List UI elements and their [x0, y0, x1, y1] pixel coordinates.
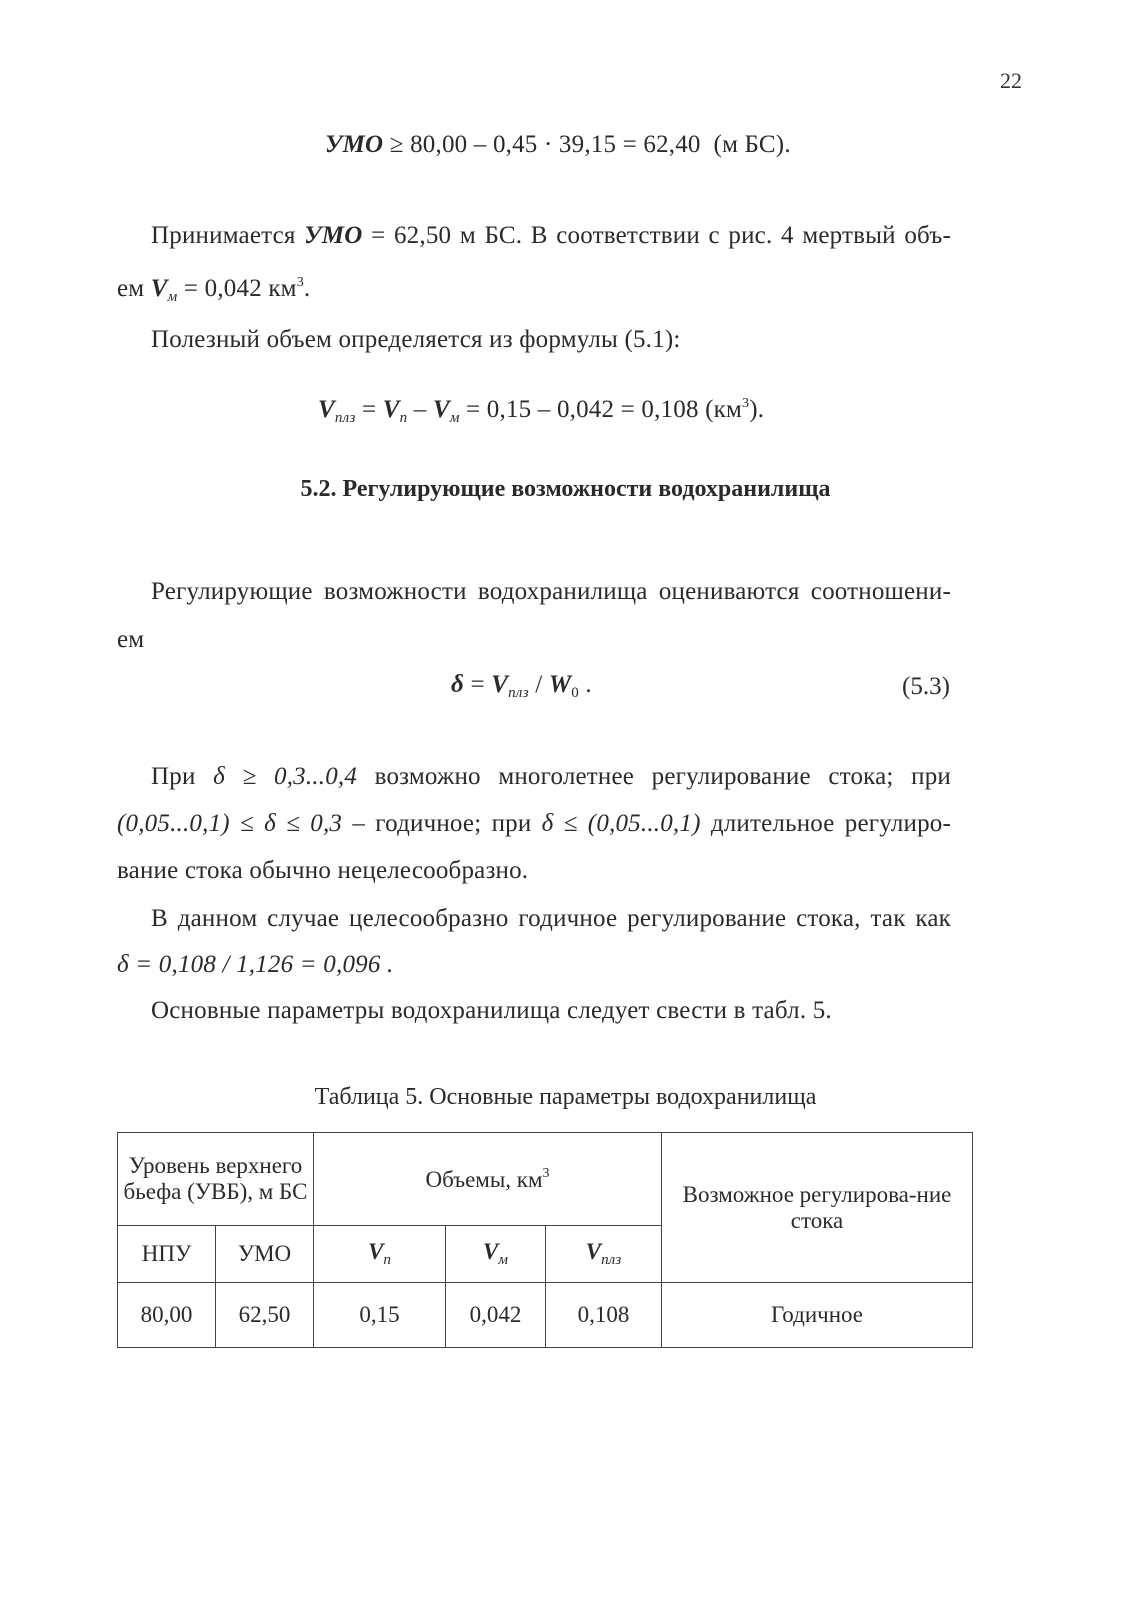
formula-umo-unit: (м БС).: [713, 131, 791, 158]
text: = 62,50 м БС. В соответствии с рис. 4 мертвый объ-: [371, 222, 951, 249]
condition: δ ≤ (0,05...0,1): [541, 810, 701, 837]
v-symbol: V: [318, 396, 335, 423]
text: =: [355, 396, 383, 423]
table-header-row: [118, 1133, 973, 1226]
v-subscript: м: [498, 1252, 508, 1268]
cell-vn: 0,15: [314, 1283, 446, 1348]
para1-line1: [151, 222, 951, 250]
w-subscript: 0: [571, 685, 579, 701]
text: .: [578, 671, 592, 698]
w-symbol: W: [548, 671, 572, 698]
cell-regulation: Годичное: [662, 1283, 973, 1348]
para3-line2: ем: [117, 626, 145, 653]
v-subscript: плз: [508, 685, 529, 701]
v-subscript: плз: [601, 1252, 622, 1268]
para2: Полезный объем определяется из формулы (5.1):: [151, 326, 681, 353]
cell-npu: 80,00: [118, 1283, 216, 1348]
para4-line2: [117, 810, 951, 838]
subheader-umo: УМО: [216, 1226, 314, 1283]
subheader-npu: НПУ: [118, 1226, 216, 1283]
para6: Основные параметры водохранилища следует свести в табл. 5.: [151, 997, 832, 1024]
v-subscript: плз: [334, 410, 356, 426]
text: Объемы, км: [425, 1166, 543, 1192]
para5-line2: δ = 0,108 / 1,126 = 0,096 .: [117, 951, 394, 978]
text: .: [303, 275, 311, 302]
para1-line2: [117, 275, 310, 306]
text: = 0,042 км: [183, 275, 297, 302]
v-subscript: м: [449, 410, 460, 426]
superscript: 3: [296, 275, 304, 290]
parameters-table: [117, 1132, 973, 1348]
cell-vm: 0,042: [446, 1283, 546, 1348]
v-symbol: V: [491, 671, 509, 698]
header-regulation: Возможное регулирова-ние стока: [662, 1133, 973, 1283]
v-subscript: п: [399, 410, 408, 426]
text: длительное регулиро-: [710, 810, 952, 837]
umo-symbol: УМО: [325, 131, 384, 158]
formula-delta: [451, 671, 592, 702]
formula-umo-rhs: ≥ 80,00 – 0,45 · 39,15 = 62,40: [389, 131, 701, 158]
text: При: [151, 763, 196, 790]
subheader-vm: [446, 1226, 546, 1283]
v-symbol: V: [432, 396, 450, 423]
section-heading: 5.2. Регулирующие возможности водохранилища: [300, 476, 831, 502]
v-symbol: V: [150, 275, 168, 302]
cell-umo: 62,50: [216, 1283, 314, 1348]
header-uvb: Уровень верхнего бьефа (УВБ), м БС: [118, 1133, 314, 1226]
text: ).: [749, 396, 765, 423]
para4-line1: [151, 763, 951, 791]
equation-number: (5.3): [902, 673, 950, 700]
text: возможно многолетнее регулирование стока; при: [374, 763, 951, 790]
v-subscript: п: [383, 1252, 391, 1268]
para4-line3: вание стока обычно нецелесообразно.: [117, 857, 529, 884]
condition: (0,05...0,1) ≤ δ ≤ 0,3: [117, 810, 343, 837]
text: ем: [117, 275, 145, 302]
text: Принимается: [151, 222, 296, 249]
text: –: [407, 396, 433, 423]
subheader-vn: [314, 1226, 446, 1283]
text: – годичное; при: [352, 810, 532, 837]
text: = 0,15 – 0,042 = 0,108 (км: [459, 396, 742, 423]
text: /: [528, 671, 549, 698]
text: =: [464, 671, 492, 698]
table-row: [118, 1283, 973, 1348]
table-caption: Таблица 5. Основные параметры водохранилища: [314, 1084, 817, 1110]
subheader-vplz: [546, 1226, 662, 1283]
header-volumes: [314, 1133, 662, 1226]
para5-line1: В данном случае целесообразно годичное регулирование стока, так как: [151, 905, 951, 932]
page-number: 22: [1000, 68, 1022, 93]
condition: δ ≥ 0,3...0,4: [213, 763, 358, 790]
umo-symbol: УМО: [304, 222, 363, 249]
v-symbol: V: [483, 1239, 499, 1264]
v-symbol: V: [585, 1239, 602, 1264]
formula-vplz: [318, 396, 764, 427]
cell-vplz: 0,108: [546, 1283, 662, 1348]
v-symbol: V: [368, 1239, 384, 1264]
para3-line1: Регулирующие возможности водохранилища оцениваются соотношени-: [151, 578, 951, 605]
v-subscript: м: [167, 289, 178, 305]
superscript: 3: [742, 396, 750, 411]
superscript: 3: [542, 1165, 550, 1181]
v-symbol: V: [382, 396, 400, 423]
formula-umo: [325, 131, 791, 159]
delta-symbol: δ: [451, 671, 465, 698]
